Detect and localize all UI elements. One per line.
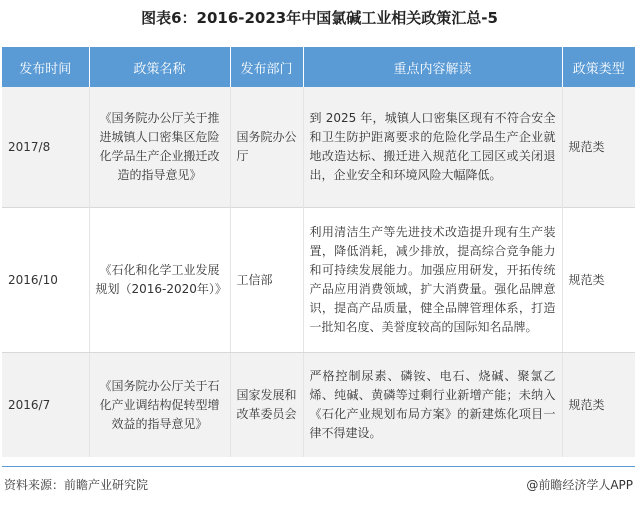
cell-key-content: 严格控制尿素、磷铵、电石、烧碱、聚氯乙烯、纯碱、黄磷等过剩行业新增产能；未纳入《石化产业规划布局方案》的新建炼化项目一律不得建设。 [303,353,562,458]
cell-department: 工信部 [230,208,303,353]
column-header-policy-name: 政策名称 [89,47,230,87]
cell-date: 2016/7 [2,353,89,458]
source-note: 资料来源：前瞻产业研究院 [4,478,149,492]
footer-divider [2,466,635,467]
cell-policy-type: 规范类 [562,353,635,458]
cell-policy-name: 《石化和化学工业发展规划（2016-2020年）》 [89,208,230,353]
policy-table [2,47,635,457]
column-header-department: 发布部门 [230,47,303,87]
cell-policy-name: 《国务院办公厅关于石化产业调结构促转型增效益的指导意见》 [89,353,230,458]
credit-note: @前瞻经济学人APP [526,478,633,492]
column-header-key-content: 重点内容解读 [303,47,562,87]
cell-policy-type: 规范类 [562,87,635,208]
column-header-date: 发布时间 [2,47,89,87]
cell-key-content: 到 2025 年，城镇人口密集区现有不符合安全和卫生防护距离要求的危险化学品生产企业就地改造达标、搬迁进入规范化工园区或关闭退出，企业安全和环境风险大幅降低。 [303,87,562,208]
cell-department: 国家发展和改革委员会 [230,353,303,458]
table-row [2,353,635,458]
cell-department: 国务院办公厅 [230,87,303,208]
cell-key-content: 利用清洁生产等先进技术改造提升现有生产装置，降低消耗，减少排放，提高综合竞争能力和可持续发展能力。加强应用研发，开拓传统产品应用消费领域，扩大消费量。强化品牌意识，提高产品质量，健全品牌管理体系，打造一批知名度、美誉度较高的国际知名品牌。 [303,208,562,353]
cell-date: 2016/10 [2,208,89,353]
table-header-row [2,47,635,87]
table-row [2,208,635,353]
cell-date: 2017/8 [2,87,89,208]
column-header-policy-type: 政策类型 [562,47,635,87]
table-row [2,87,635,208]
cell-policy-type: 规范类 [562,208,635,353]
page-title: 图表6：2016-2023年中国氯碱工业相关政策汇总-5 [141,9,498,27]
cell-policy-name: 《国务院办公厅关于推进城镇人口密集区危险化学品生产企业搬迁改造的指导意见》 [89,87,230,208]
